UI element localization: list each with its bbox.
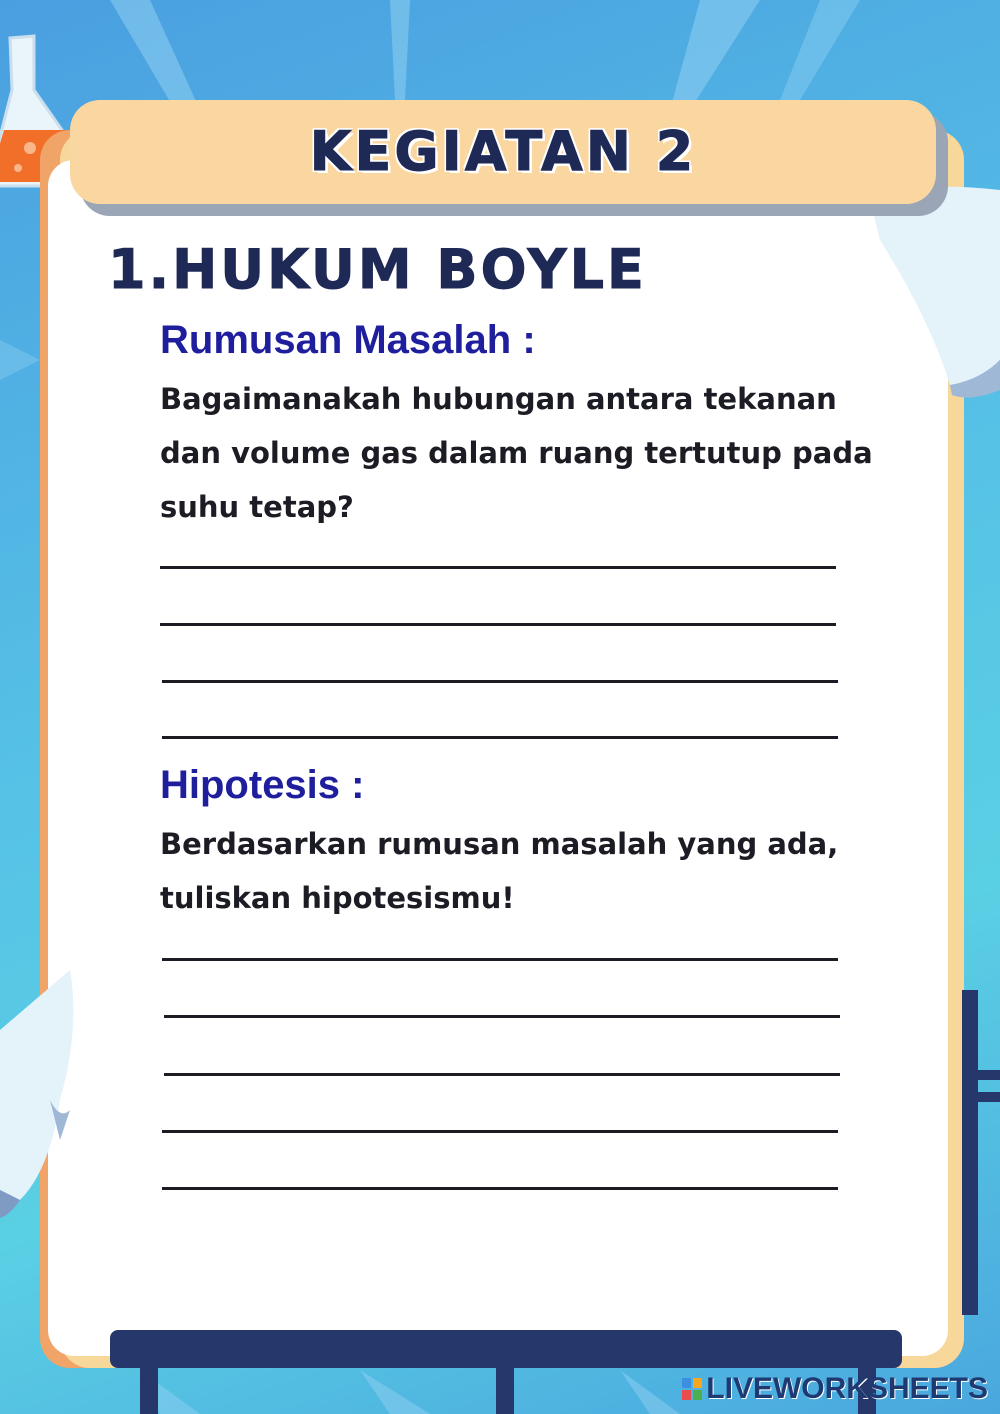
table-top — [110, 1330, 902, 1368]
hipotesis-text: Berdasarkan rumusan masalah yang ada, tuliskan hipotesismu! — [160, 827, 839, 915]
rumusan-answer-line-3[interactable] — [162, 680, 838, 683]
banner-title: KEGIATAN 2 — [309, 120, 697, 183]
rumusan-text: Bagaimanakah hubungan antara tekanan dan volume gas dalam ruang tertutup pada suhu tetap? — [160, 382, 873, 524]
section-title: 1.HUKUM BOYLE — [108, 238, 647, 301]
hipotesis-answer-line-4[interactable] — [162, 1130, 838, 1133]
hipotesis-answer-line-5[interactable] — [162, 1187, 838, 1190]
rumusan-heading: Rumusan Masalah : — [160, 318, 536, 362]
hipotesis-answer-line-3[interactable] — [164, 1073, 840, 1076]
rumusan-answer-line-2[interactable] — [160, 623, 836, 626]
hipotesis-answer-line-1[interactable] — [162, 958, 838, 961]
table-leg-left — [140, 1366, 158, 1414]
paper-sheet-icon — [0, 970, 90, 1220]
watermark — [682, 1372, 988, 1406]
lab-stand-icon — [960, 990, 1000, 1320]
watermark-text: LIVEWORKSHEETS — [706, 1372, 988, 1405]
hipotesis-heading: Hipotesis : — [160, 763, 365, 807]
hipotesis-answer-line-2[interactable] — [164, 1015, 840, 1018]
table-leg-middle — [496, 1366, 514, 1414]
rumusan-answer-line-1[interactable] — [160, 566, 836, 569]
rumusan-answer-line-4[interactable] — [162, 736, 838, 739]
liveworksheets-logo-icon — [682, 1378, 702, 1400]
